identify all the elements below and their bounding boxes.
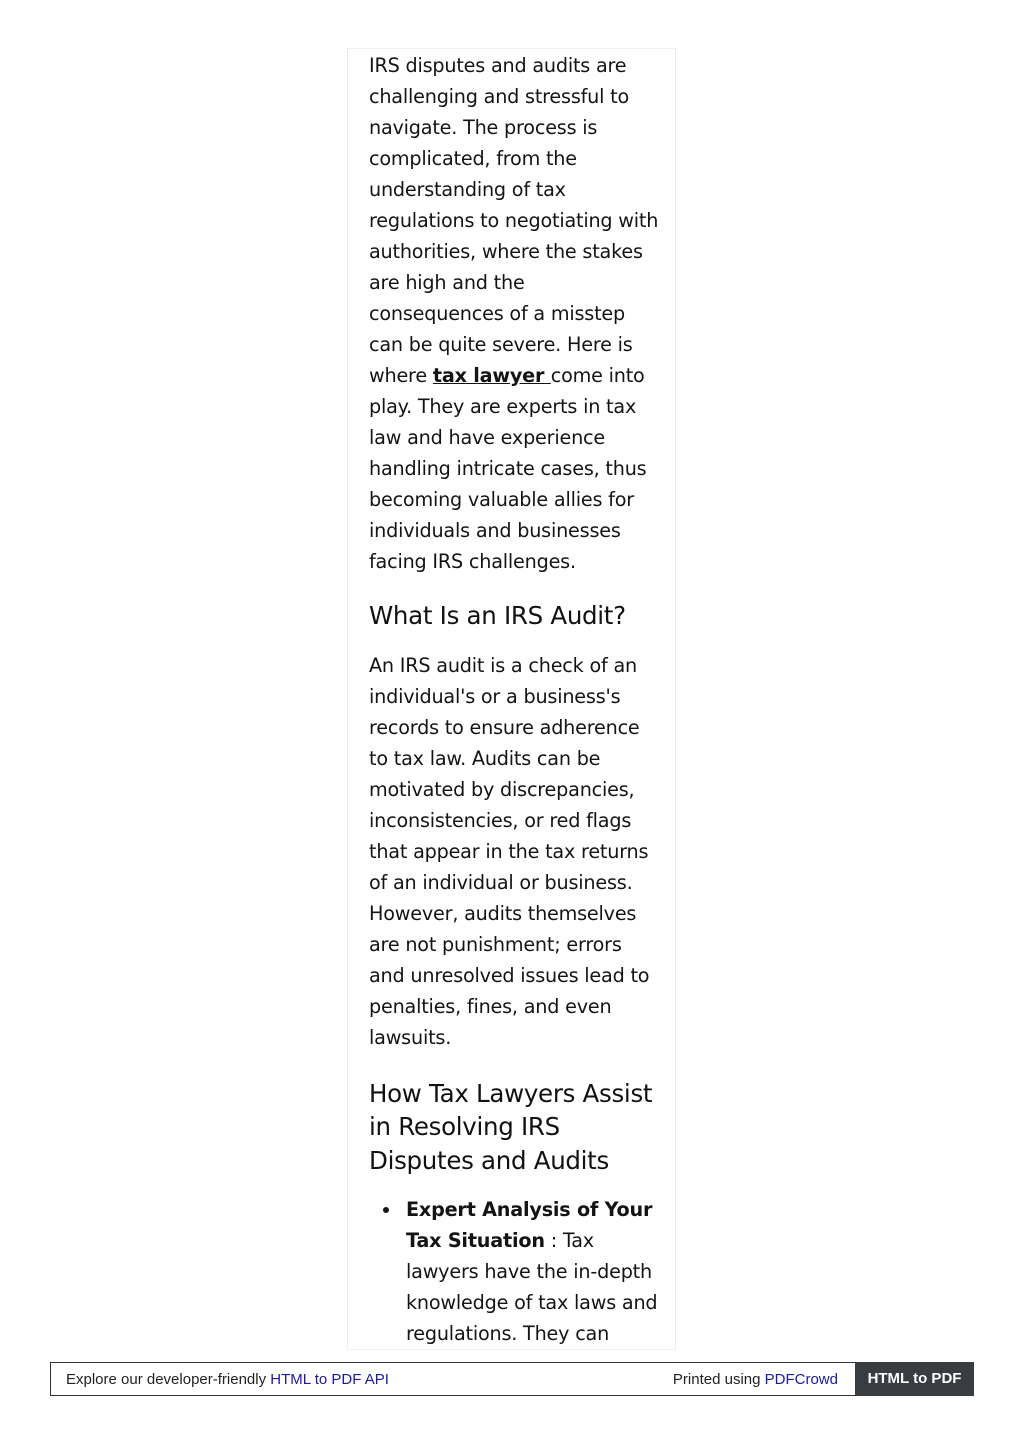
assist-list [369,1194,661,1349]
footer-printed-text: Printed using [672,1371,765,1388]
article-column [347,48,676,1350]
footer-printed [673,1371,838,1388]
intro-text: IRS disputes and audits are challenging and stressful to navigate. The process is complicated, from the understanding of tax regulations to negotiating with authorities, where the stakes are high and the consequences of a misstep can be quite severe. Here is where [369,54,659,387]
footer-explore-text: Explore our developer-friendly [66,1371,271,1388]
tax-lawyer-link[interactable]: tax lawyer [432,364,551,387]
article-content [369,49,661,1349]
pdf-footer-bar [50,1362,974,1396]
intro-paragraph [369,50,661,577]
section-heading-irs-audit: What Is an IRS Audit? [369,601,626,630]
bullet-text: : Tax lawyers have the in-depth knowledge of tax laws and regulations. They can [406,1229,658,1345]
list-item [369,1194,661,1349]
section-heading-tax-lawyers: How Tax Lawyers Assist in Resolving IRS Disputes and Audits [369,1078,653,1175]
pdfcrowd-link[interactable]: PDFCrowd [764,1371,838,1388]
intro-text-continued: come into play. They are experts in tax law and have experience handling intricate cases, thus becoming valuable allies for individuals and businesses facing IRS challenges. [369,364,647,573]
html-to-pdf-button[interactable]: HTML to PDF [855,1362,974,1396]
irs-audit-paragraph: An IRS audit is a check of an individual's or a business's records to ensure adherence to tax law. Audits can be motivated by discrepancies, inconsistencies, or red flags that appear in the tax returns of an individual or business. However, audits themselves are not punishment; errors and unresolved issues lead to penalties, fines, and even lawsuits. [369,653,650,1049]
html-to-pdf-api-link[interactable]: HTML to PDF API [270,1371,389,1388]
bullet-icon [383,1207,389,1213]
bullet-title: Expert Analysis of Your Tax Situation [406,1198,653,1252]
footer-explore [66,1371,389,1388]
